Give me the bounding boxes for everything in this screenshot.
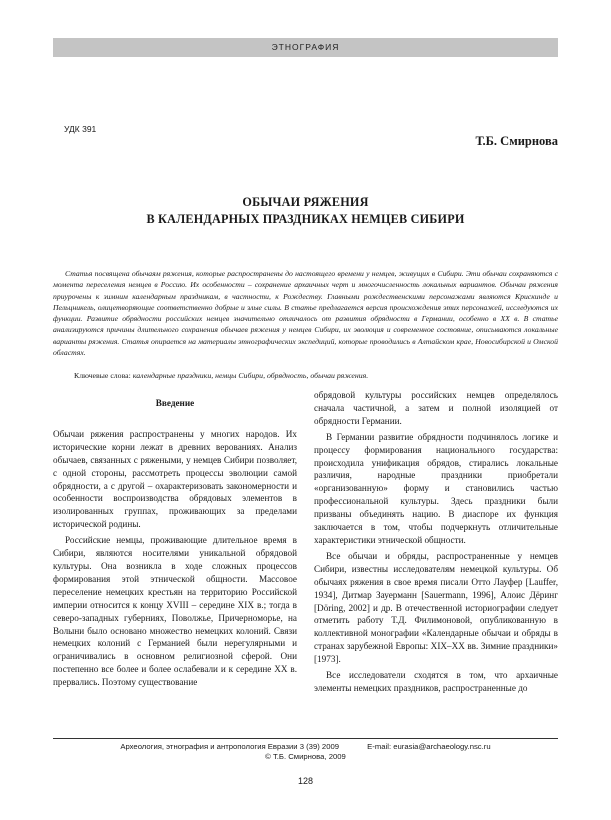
page-number: 128 [297,776,314,786]
author-name: Т.Б. Смирнова [475,134,558,148]
body-paragraph: Российские немцы, проживающие длительное время в Сибири, являются носителями уникальной обрядовой культуры. Она возникла в ходе сложных процессов формирования этой этнической общности. Массовое переселение немецких крестьян на территорию Российской империи относится к концу XVIII – середине XIX в.; тогда в северо-западных губерниях, Поволжье, Причерноморье, на Волыни было основано множество немецких колоний. Связи немецких колоний с Германией были нерегулярными и ограничивались в основном религиозной сферой. Они постепенно все более и более ослабевали и к середине XX в. прервались. Поэтому существование [53,535,297,688]
contact-email: E-mail: eurasia@archaeology.nsc.ru [367,742,491,751]
body-paragraph: обрядовой культуры российских немцев определялось сначала частичной, а затем и полной изоляцией от обрядности Германии. [314,390,558,426]
section-header: ЭТНОГРАФИЯ [53,38,558,57]
title-line-1: ОБЫЧАИ РЯЖЕНИЯ [242,195,369,209]
keywords-label: Ключевые слова: [74,371,131,380]
title-line-2: В КАЛЕНДАРНЫХ ПРАЗДНИКАХ НЕМЦЕВ СИБИРИ [146,212,465,226]
body-paragraph: Все исследователи сходятся в том, что архаичные элементы немецких праздников, распространенные до [314,670,558,693]
footer-journal-line [53,742,558,751]
article-title [53,194,558,228]
body-paragraph: Обычаи ряжения распространены у многих народов. Их исторические корни лежат в древних верованиях. Анализ обычаев, связанных с ряжеными, у немцев Сибири позволяет, с одной стороны, рассмотреть процессы эволюции самой обрядности, а с другой – охарактеризовать закономерности и особенности воспроизводства обрядовых элементов в изолированных группах, проживающих за пределами исторической родины. [53,428,297,530]
copyright: © Т.Б. Смирнова, 2009 [265,752,346,761]
udc-code: УДК 391 [64,124,97,134]
body-column-right [314,389,558,695]
footer-divider [53,738,558,739]
keywords-value: календарные праздники, немцы Сибири, обрядность, обычаи ряжения. [132,371,369,380]
section-heading-introduction: Введение [155,398,195,408]
body-paragraph: Все обычаи и обряды, распространенные у немцев Сибири, известны исследователям немецкой культуры. Об обычаях ряжения в свое время писали Отто Лауфер [Lauffer, 1934], Дитмар Зауерманн [Sauermann, 1996], Алоис Дёринг [Döring, 2002] и др. В отечественной историографии следует отметить работу Т.Д. Филимоновой, опубликованную в коллективной монографии «Календарные обычаи и обряды в странах зарубежной Европы: XIX–XX вв. Зимние праздники» [1973]. [314,550,558,665]
abstract: Статья посвящена обычаям ряжения, которые распространены до настоящего времени у немцев, живущих в Сибири. Эти обычаи сохраняются с момента переселения немцев в Россию. Их особенности – сохранение архаичных черт и многочисленность локальных вариантов. Обычаи ряжения приурочены к зимним календарным праздникам, в частности, к Рождеству. Главными рождественскими персонажами являются Крискинде и Пельцникель, олицетворяющие соответственно добрые и злые силы. В статье предлагается версия происхождения этих персонажей, исследуются их функции. Развитие обрядности российских немцев значительно отличалось от развития обрядности в Германии, особенно в XX в. В статье анализируются причины длительного сохранения обычаев ряжения у немцев Сибири, их эволюция и современное состояние, описываются локальные варианты ряжения. Статья опирается на материалы этнографических экспедиций, которые проводились в Алтайском крае, Новосибирской и Омской областях. [53,269,558,358]
body-column-left [53,389,297,689]
journal-citation: Археология, этнография и антропология Евразии 3 (39) 2009 [120,742,340,751]
body-paragraph: В Германии развитие обрядности подчинялось логике и процессу формирования национального государства: происходила унификация обрядов, стирались локальные различия, народные праздники приобретали «организованную» форму и становились частью профессиональной культуры. Здесь праздники были призваны объединять нацию. В диаспоре их функция заключается в том, чтобы подчеркнуть отличительные характеристики этнической общности. [314,431,558,545]
keywords [74,371,368,380]
